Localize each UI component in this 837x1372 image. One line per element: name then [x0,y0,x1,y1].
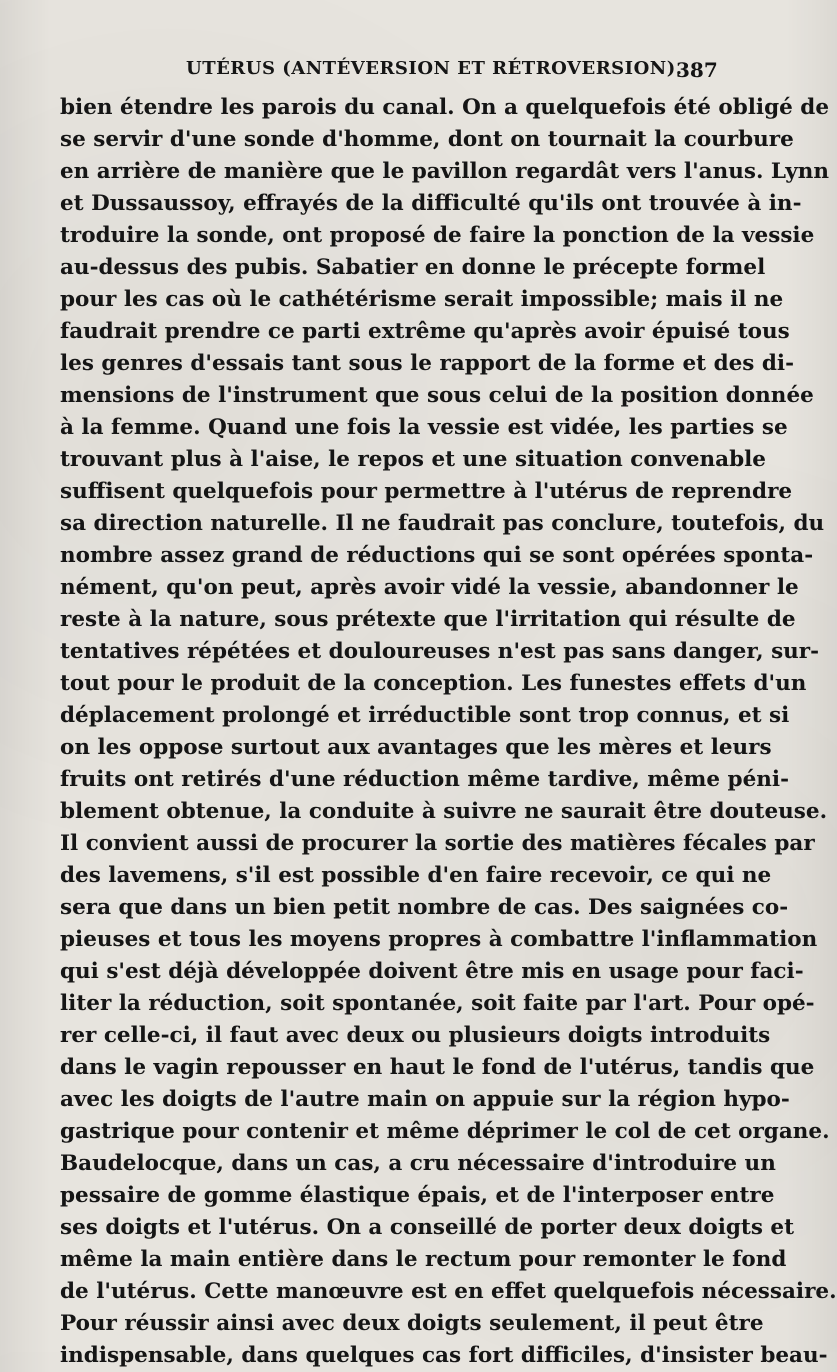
text-line: de l'utérus. Cette manœuvre est en effet quelquefois nécessaire. [60,1279,837,1304]
text-line: qui s'est déjà développée doivent être mis en usage pour faci- [60,959,804,984]
text-line: même la main entière dans le rectum pour remonter le fond [60,1247,787,1272]
text-line: bien étendre les parois du canal. On a quelquefois été obligé de [60,95,829,120]
text-line: nombre assez grand de réductions qui se sont opérées sponta- [60,543,814,568]
text-line: et Dussaussoy, effrayés de la difficulté qu'ils ont trouvée à in- [60,191,802,216]
text-line: Baudelocque, dans un cas, a cru nécessaire d'introduire un [60,1151,776,1176]
body-text [60,92,837,1372]
text-line: mensions de l'instrument que sous celui de la position donnée [60,383,814,408]
text-line: gastrique pour contenir et même déprimer le col de cet organe. [60,1119,830,1144]
text-line: les genres d'essais tant sous le rapport de la forme et des di- [60,351,795,376]
text-line: en arrière de manière que le pavillon regardât vers l'anus. Lynn [60,159,830,184]
text-line: dans le vagin repousser en haut le fond de l'utérus, tandis que [60,1055,815,1080]
text-line: sa direction naturelle. Il ne faudrait pas conclure, toutefois, du [60,511,825,536]
text-line: pieuses et tous les moyens propres à combattre l'inflammation [60,927,818,952]
text-line: Pour réussir ainsi avec deux doigts seulement, il peut être [60,1311,764,1336]
text-line: Il convient aussi de procurer la sortie des matières fécales par [60,831,815,856]
text-line: faudrait prendre ce parti extrême qu'après avoir épuisé tous [60,319,790,344]
text-line: à la femme. Quand une fois la vessie est vidée, les parties se [60,415,788,440]
text-line: pessaire de gomme élastique épais, et de l'interposer entre [60,1183,775,1208]
text-line: tentatives répétées et douloureuses n'est pas sans danger, sur- [60,639,820,664]
text-line: trouvant plus à l'aise, le repos et une situation convenable [60,447,766,472]
page-number: 387 [676,58,718,82]
text-line: nément, qu'on peut, après avoir vidé la vessie, abandonner le [60,575,799,600]
text-line: se servir d'une sonde d'homme, dont on tournait la courbure [60,127,794,152]
text-line: avec les doigts de l'autre main on appuie sur la région hypo- [60,1087,790,1112]
text-line: suffisent quelquefois pour permettre à l'utérus de reprendre [60,479,793,504]
text-line: pour les cas où le cathétérisme serait impossible; mais il ne [60,287,784,312]
text-line: reste à la nature, sous prétexte que l'irritation qui résulte de [60,607,796,632]
text-line: fruits ont retirés d'une réduction même tardive, même péni- [60,767,789,792]
text-line: troduire la sonde, ont proposé de faire la ponction de la vessie [60,223,815,248]
text-line: au-dessus des pubis. Sabatier en donne le précepte formel [60,255,766,280]
text-line: tout pour le produit de la conception. Les funestes effets d'un [60,671,807,696]
text-line: ses doigts et l'utérus. On a conseillé de porter deux doigts et [60,1215,795,1240]
text-line: des lavemens, s'il est possible d'en faire recevoir, ce qui ne [60,863,772,888]
text-line: blement obtenue, la conduite à suivre ne saurait être douteuse. [60,799,828,824]
text-line: rer celle-ci, il faut avec deux ou plusieurs doigts introduits [60,1023,771,1048]
text-line: liter la réduction, soit spontanée, soit faite par l'art. Pour opé- [60,991,815,1016]
running-title: UTÉRUS (ANTÉVERSION ET RÉTROVERSION). [186,58,683,79]
text-line: on les oppose surtout aux avantages que les mères et leurs [60,735,772,760]
text-line: sera que dans un bien petit nombre de cas. Des saignées co- [60,895,789,920]
text-line: déplacement prolongé et irréductible sont trop connus, et si [60,703,790,728]
text-line: indispensable, dans quelques cas fort difficiles, d'insister beau- [60,1343,828,1368]
